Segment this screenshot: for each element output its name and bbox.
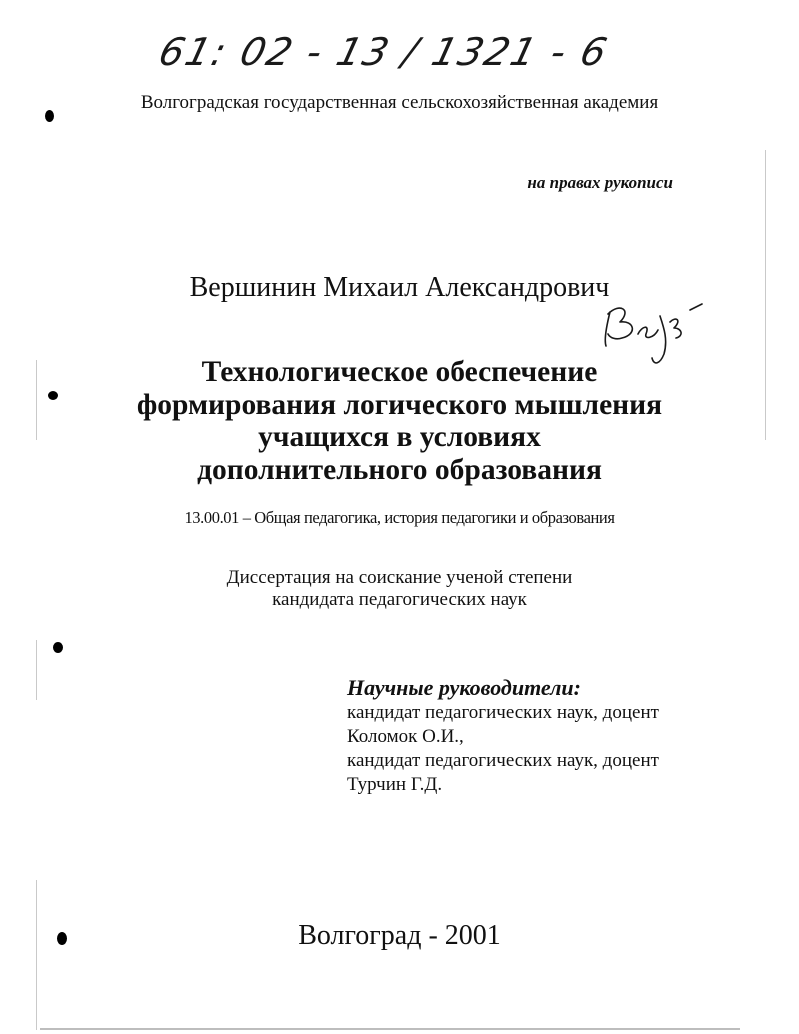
supervisors-block xyxy=(347,674,659,797)
degree-line: кандидата педагогических наук xyxy=(272,589,527,610)
scan-edge-line xyxy=(36,640,37,700)
title-line: формирования логического мышления xyxy=(136,388,663,421)
scan-edge-line xyxy=(36,880,37,1030)
institution-name: Волгоградская государственная сельскохозяйственная академия xyxy=(140,92,659,113)
supervisors-heading: Научные руководители: xyxy=(347,675,581,700)
author-name: Вершинин Михаил Александрович xyxy=(189,272,610,303)
rights-note: на правах рукописи xyxy=(527,173,673,192)
title-line: учащихся в условиях xyxy=(258,421,541,453)
supervisor-line: Коломок О.И., xyxy=(347,726,464,747)
degree-statement xyxy=(0,567,799,611)
supervisor-line: Турчин Г.Д. xyxy=(347,774,443,795)
title-line: дополнительного образования xyxy=(197,453,602,486)
specialty-code: 13.00.01 – Общая педагогика, история педагогики и образования xyxy=(184,508,615,527)
title-line: Технологическое обеспечение xyxy=(201,356,598,388)
supervisor-line: кандидат педагогических наук, доцент xyxy=(347,702,659,723)
city-year: Волгоград - 2001 xyxy=(298,920,501,951)
handwritten-archive-code: 61: 02 - 13 / 1321 - 6 xyxy=(154,30,614,74)
scan-edge-line xyxy=(40,1028,740,1030)
dissertation-title xyxy=(0,356,799,486)
degree-line: Диссертация на соискание ученой степени xyxy=(226,567,573,588)
supervisor-line: кандидат педагогических наук, доцент xyxy=(347,750,659,771)
punch-hole-mark xyxy=(53,642,63,653)
